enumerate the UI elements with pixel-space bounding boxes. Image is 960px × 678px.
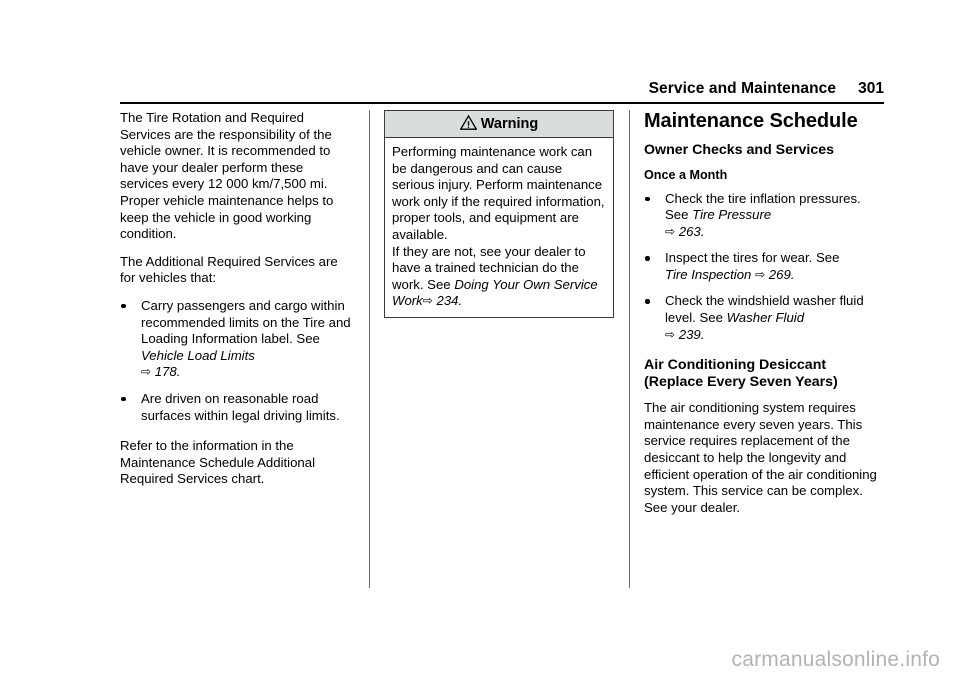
list-item-text: Carry passengers and cargo within recommended limits on the Tire and Loading Information label. See (141, 297, 351, 347)
cross-reference-page: 263 (678, 223, 701, 239)
ac-desiccant-paragraph: The air conditioning system requires maintenance every seven years. This service requires replacement of the desiccant to help the longevity and efficient operation of the air conditioning system. This service can be complex. See your dealer. (644, 400, 877, 515)
refer-paragraph: Refer to the information in the Maintenance Schedule Additional Required Services chart. (120, 438, 316, 487)
cross-reference-title: Tire Inspection (665, 266, 752, 282)
warning-box-header (385, 111, 613, 138)
page-number: 301 (858, 80, 884, 97)
additional-services-paragraph: The Additional Required Services are for vehicles that: (120, 253, 338, 286)
cross-reference-title: Washer Fluid (726, 310, 805, 326)
bullet-dot-icon (645, 299, 650, 304)
column-divider-1 (369, 110, 370, 588)
list-item (644, 191, 884, 241)
page-title: Maintenance Schedule (644, 110, 858, 132)
warning-box (384, 110, 614, 318)
cross-reference-page: 269 (768, 266, 791, 282)
additional-services-list (120, 298, 352, 424)
intro-paragraph: The Tire Rotation and Required Services are the responsibility of the vehicle owner. It is recommended to have your dealer perform these services every 12 000 km/7,500 mi. Proper vehicle maintenance helps to keep the vehicle in good working condition. (120, 110, 334, 242)
warning-text-part2: If they are not, see your dealer to have a trained technician do the work. See (392, 243, 586, 292)
page-reference-arrow-icon: ⇨ (665, 224, 676, 239)
page-reference-arrow-icon: ⇨ (141, 364, 152, 379)
warning-box-title: Warning (480, 116, 539, 132)
warning-triangle-icon (460, 113, 477, 139)
list-item (120, 298, 352, 381)
period: . (458, 293, 463, 309)
page-reference-arrow-icon: ⇨ (422, 293, 433, 308)
column-two (384, 110, 616, 318)
period: . (790, 266, 795, 282)
cross-reference-page: 239 (678, 326, 701, 342)
bullet-dot-icon (645, 197, 650, 202)
cross-reference-page: 234 (436, 293, 459, 309)
warning-box-body (385, 138, 613, 317)
list-item-text: Check the windshield washer fluid level. See (665, 293, 864, 326)
list-item (644, 293, 884, 343)
bullet-dot-icon (121, 304, 126, 309)
warning-text-part1: Performing maintenance work can be dangerous and can cause serious injury. Perform maintenance work only if the required information, proper tools, and equipment are available. (392, 144, 605, 242)
site-watermark: carmanualsonline.info (731, 648, 940, 671)
heading-once-a-month: Once a Month (644, 167, 728, 182)
cross-reference-title: Vehicle Load Limits (141, 347, 255, 363)
period: . (700, 326, 705, 342)
column-three (644, 110, 884, 527)
cross-reference-title: Tire Pressure (692, 207, 772, 223)
page-reference-arrow-icon: ⇨ (755, 267, 766, 282)
list-item-text: Check the tire inflation pressures. See (665, 190, 861, 223)
list-item (120, 391, 352, 424)
owner-checks-list (644, 191, 884, 344)
header-rule (120, 102, 884, 104)
column-one (120, 110, 352, 499)
list-item-text: Inspect the tires for wear. See (665, 250, 840, 266)
column-divider-2 (629, 110, 630, 588)
heading-owner-checks: Owner Checks and Services (644, 141, 835, 158)
heading-ac-desiccant: Air Conditioning Desiccant (Replace Every Seven Years) (644, 357, 838, 391)
page-reference-arrow-icon: ⇨ (665, 327, 676, 342)
warning-text (392, 144, 606, 310)
page-section-title: Service and Maintenance (648, 80, 837, 97)
cross-reference-page: 178 (154, 364, 177, 380)
page-header (120, 80, 884, 104)
cross-reference-title: Doing Your Own Service Work (392, 276, 598, 309)
list-item-text: Are driven on reasonable road surfaces within legal driving limits. (141, 390, 340, 423)
list-item (644, 250, 884, 283)
period: . (700, 223, 705, 239)
period: . (176, 364, 181, 380)
bullet-dot-icon (121, 397, 126, 402)
bullet-dot-icon (645, 256, 650, 261)
